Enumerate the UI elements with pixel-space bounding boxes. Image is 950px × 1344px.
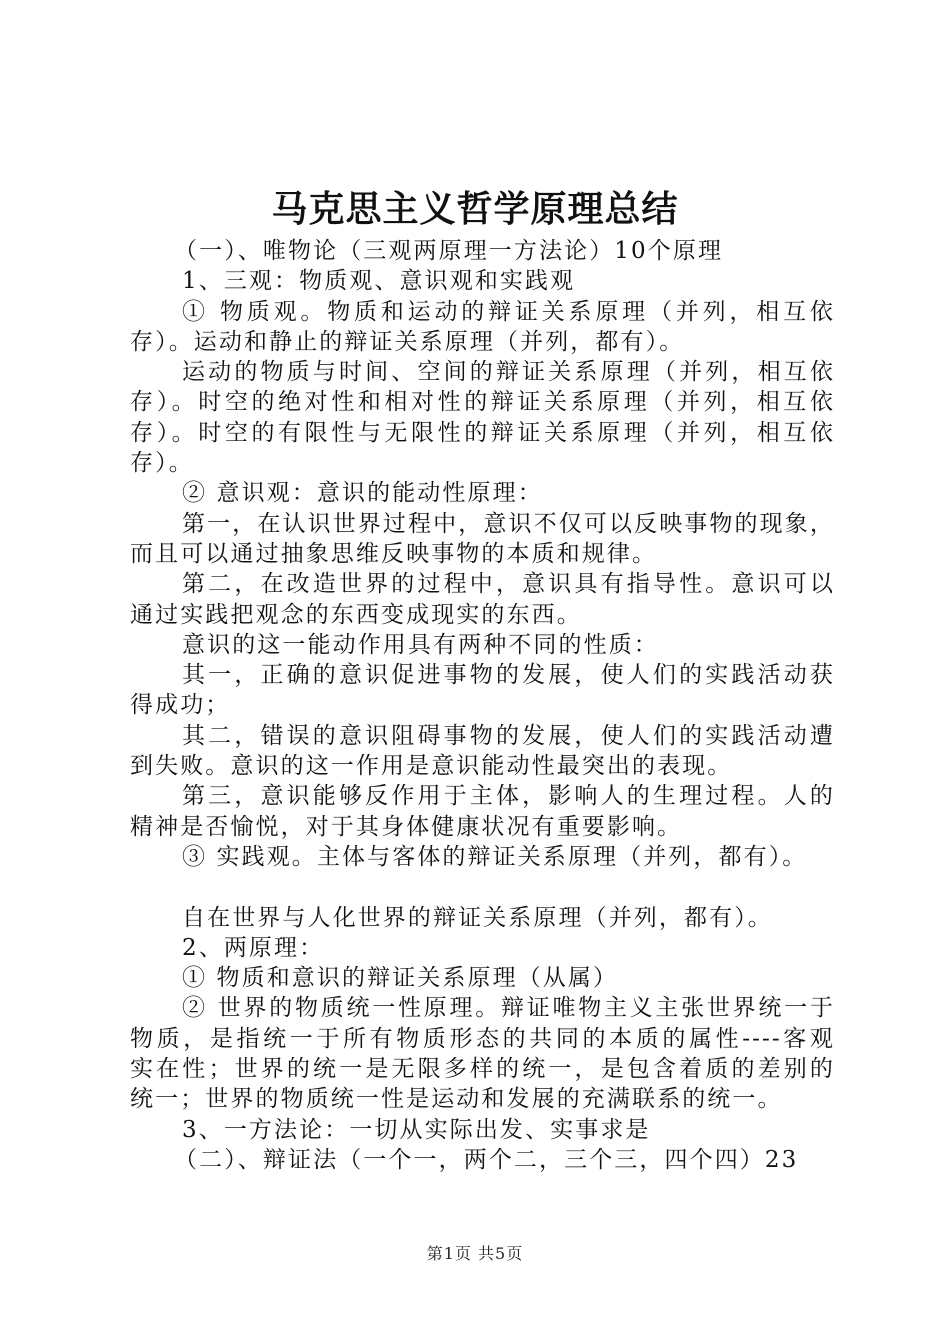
paragraph-line: 其一，正确的意识促进事物的发展，使人们的实践活动获 xyxy=(182,662,835,689)
paragraph-line: 统一；世界的物质统一性是运动和发展的充满联系的统一。 xyxy=(130,1086,783,1113)
paragraph-line: 存）。运动和静止的辩证关系原理（并列，都有）。 xyxy=(130,328,685,355)
paragraph-line: 存）。时空的有限性与无限性的辩证关系原理（并列，相互依 xyxy=(130,419,835,446)
paragraph-line: 运动的物质与时间、空间的辩证关系原理（并列，相互依 xyxy=(182,359,835,386)
paragraph-line: 第二，在改造世界的过程中，意识具有指导性。意识可以 xyxy=(182,571,835,598)
paragraph-line: 实在性；世界的统一是无限多样的统一，是包含着质的差别的 xyxy=(130,1056,835,1083)
paragraph-line: 第三，意识能够反作用于主体，影响人的生理过程。人的 xyxy=(182,783,835,810)
paragraph-line: ③ 实践观。主体与客体的辩证关系原理（并列，都有）。 xyxy=(182,843,808,870)
paragraph-line: 到失败。意识的这一作用是意识能动性最突出的表现。 xyxy=(130,753,733,780)
paragraph-line: 存）。时空的绝对性和相对性的辩证关系原理（并列，相互依 xyxy=(130,389,835,416)
paragraph-line: 精神是否愉悦，对于其身体健康状况有重要影响。 xyxy=(130,813,683,840)
paragraph-line: ① 物质观。物质和运动的辩证关系原理（并列，相互依 xyxy=(182,298,835,325)
paragraph-line: 其二，错误的意识阻碍事物的发展，使人们的实践活动遭 xyxy=(182,722,835,749)
paragraph-line: 而且可以通过抽象思维反映事物的本质和规律。 xyxy=(130,540,658,567)
document-body xyxy=(130,236,835,1175)
paragraph-line: 第一，在认识世界过程中，意识不仅可以反映事物的现象， xyxy=(182,510,835,537)
paragraph-line: 得成功； xyxy=(130,692,231,719)
paragraph-line: ② 世界的物质统一性原理。辩证唯物主义主张世界统一于 xyxy=(182,995,835,1022)
subsection-heading: 3、一方法论：一切从实际出发、实事求是 xyxy=(182,1116,651,1143)
paragraph-line: 存）。 xyxy=(130,450,194,477)
paragraph-line: ① 物质和意识的辩证关系原理（从属） xyxy=(182,965,619,992)
blank-line xyxy=(130,872,835,902)
section-heading: （一）、唯物论（三观两原理一方法论）10个原理 xyxy=(174,238,724,264)
section-heading: （二）、辩证法（一个一，两个二，三个三，四个四）23 xyxy=(174,1146,799,1173)
paragraph-line: ② 意识观：意识的能动性原理： xyxy=(182,480,543,507)
page-footer: 第1页 共5页 xyxy=(426,1244,524,1263)
paragraph-line: 物质，是指统一于所有物质形态的共同的本质的属性----客观 xyxy=(130,1025,835,1052)
paragraph-line: 自在世界与人化世界的辩证关系原理（并列，都有）。 xyxy=(182,904,773,931)
paragraph-line: 意识的这一能动作用具有两种不同的性质： xyxy=(182,631,659,658)
subsection-heading: 2、两原理： xyxy=(182,934,325,961)
subsection-heading: 1、三观：物质观、意识观和实践观 xyxy=(182,268,576,295)
paragraph-line: 通过实践把观念的东西变成现实的东西。 xyxy=(130,601,582,628)
document-title: 马克思主义哲学原理总结 xyxy=(271,188,679,230)
